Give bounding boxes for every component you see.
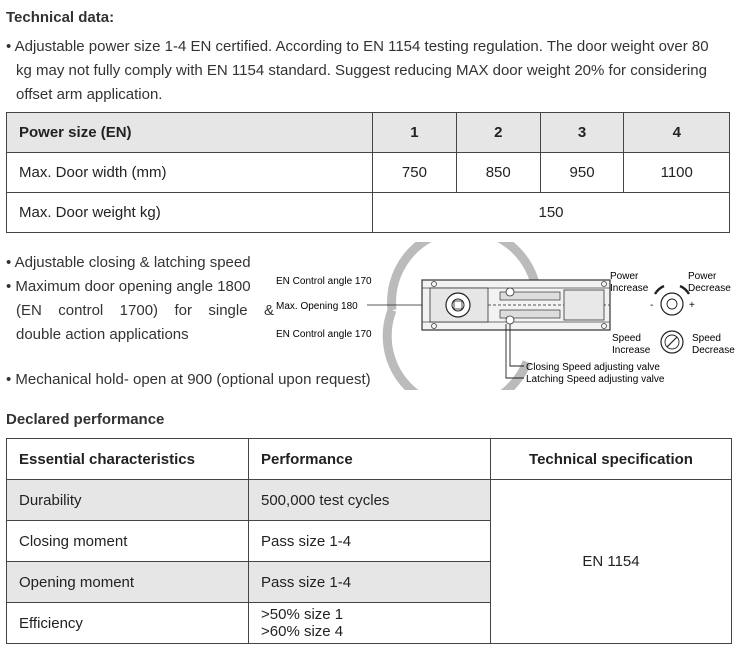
feature-max-opening-2: (EN control 1700) for single & bbox=[16, 302, 274, 319]
speed-increase-label-2: Increase bbox=[612, 345, 651, 356]
door-width-value: 850 bbox=[456, 153, 540, 193]
closing-valve-icon bbox=[506, 288, 514, 296]
door-width-row bbox=[7, 153, 730, 193]
power-decrease-label-2: Decrease bbox=[688, 283, 731, 294]
performance-table bbox=[6, 438, 732, 644]
characteristic-cell: Efficiency bbox=[7, 603, 249, 644]
speed-decrease-label: Speed bbox=[692, 333, 721, 344]
power-decrease-label: Power bbox=[688, 271, 717, 282]
power-adjust-dial-icon bbox=[655, 286, 689, 315]
performance-cell bbox=[249, 603, 491, 644]
max-opening-label: Max. Opening 180 bbox=[276, 301, 358, 312]
size-3-header: 3 bbox=[540, 113, 624, 153]
performance-header-row bbox=[7, 439, 732, 480]
declared-performance-title: Declared performance bbox=[6, 411, 165, 428]
size-2-header: 2 bbox=[456, 113, 540, 153]
performance-cell: Pass size 1-4 bbox=[249, 562, 491, 603]
table-row bbox=[7, 480, 732, 521]
technical-spec-header: Technical specification bbox=[491, 439, 732, 480]
feature-max-opening: • Maximum door opening angle 1800 bbox=[6, 278, 251, 295]
pivot-icon bbox=[446, 293, 470, 317]
door-weight-value: 150 bbox=[373, 193, 730, 233]
power-size-header: Power size (EN) bbox=[7, 113, 373, 153]
speed-adjust-dial-icon bbox=[661, 331, 683, 353]
power-table-header-row bbox=[7, 113, 730, 153]
bullet-line-3: offset arm application. bbox=[16, 86, 163, 103]
door-width-value: 950 bbox=[540, 153, 624, 193]
door-width-value: 1100 bbox=[624, 153, 730, 193]
performance-cell: Pass size 1-4 bbox=[249, 521, 491, 562]
technical-spec-cell: EN 1154 bbox=[491, 480, 732, 644]
speed-increase-label: Speed bbox=[612, 333, 641, 344]
latching-valve-icon bbox=[506, 316, 514, 324]
closing-valve-label: Closing Speed adjusting valve bbox=[526, 362, 660, 373]
power-size-table bbox=[6, 112, 730, 233]
feature-hold-open: • Mechanical hold- open at 900 (optional upon request) bbox=[6, 371, 371, 388]
characteristic-cell: Closing moment bbox=[7, 521, 249, 562]
en-control-bottom-label: EN Control angle 170 bbox=[276, 329, 372, 340]
bullet-line-2: kg may not fully comply with EN 1154 standard. Suggest reducing MAX door weight 20% for considering bbox=[16, 62, 707, 79]
door-weight-row bbox=[7, 193, 730, 233]
power-increase-label: Power bbox=[610, 271, 639, 282]
door-width-label: Max. Door width (mm) bbox=[7, 153, 373, 193]
size-1-header: 1 bbox=[373, 113, 457, 153]
power-increase-label-2: Increase bbox=[610, 283, 649, 294]
feature-closing-speed: • Adjustable closing & latching speed bbox=[6, 254, 251, 271]
performance-header: Performance bbox=[249, 439, 491, 480]
door-width-value: 750 bbox=[373, 153, 457, 193]
door-closer-diagram bbox=[272, 242, 738, 390]
door-weight-label: Max. Door weight kg) bbox=[7, 193, 373, 233]
minus-label: - bbox=[650, 300, 654, 311]
bullet-power-size bbox=[6, 35, 736, 107]
efficiency-line-2: >60% size 4 bbox=[261, 623, 344, 640]
speed-decrease-label-2: Decrease bbox=[692, 345, 735, 356]
size-4-header: 4 bbox=[624, 113, 730, 153]
characteristic-cell: Opening moment bbox=[7, 562, 249, 603]
feature-max-opening-3: double action applications bbox=[16, 326, 189, 343]
efficiency-line-1: >50% size 1 bbox=[261, 606, 344, 623]
latching-valve-label: Latching Speed adjusting valve bbox=[526, 374, 665, 385]
technical-data-title: Technical data: bbox=[6, 9, 115, 26]
essential-characteristics-header: Essential characteristics bbox=[7, 439, 249, 480]
en-control-top-label: EN Control angle 170 bbox=[276, 276, 372, 287]
plus-label: + bbox=[689, 300, 695, 311]
characteristic-cell: Durability bbox=[7, 480, 249, 521]
features-list bbox=[6, 251, 274, 347]
performance-cell: 500,000 test cycles bbox=[249, 480, 491, 521]
bullet-line-1: • Adjustable power size 1-4 EN certified. According to EN 1154 testing regulation. The door weight over 80 bbox=[6, 38, 709, 55]
